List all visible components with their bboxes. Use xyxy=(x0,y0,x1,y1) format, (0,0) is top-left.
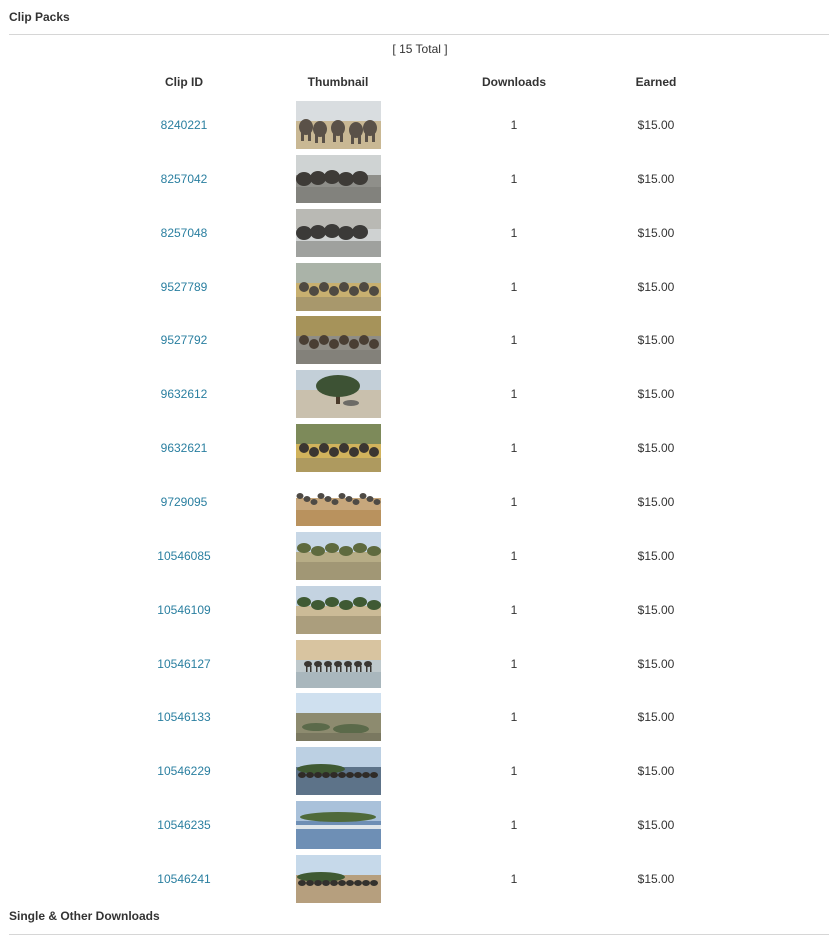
clip-packs-title: Clip Packs xyxy=(9,10,70,24)
table-row xyxy=(0,155,840,203)
earned-value: $15.00 xyxy=(637,818,675,833)
clip-id-cell xyxy=(114,586,254,634)
clip-thumbnail[interactable] xyxy=(296,747,381,795)
clip-id-link[interactable]: 8257048 xyxy=(160,225,208,240)
clip-id-link[interactable]: 10546085 xyxy=(157,548,211,563)
clip-id-link[interactable]: 10546127 xyxy=(157,656,211,671)
clip-id-cell xyxy=(114,693,254,741)
downloads-value: 1 xyxy=(510,656,518,671)
downloads-value: 1 xyxy=(510,441,518,456)
table-row xyxy=(0,263,840,311)
table-row xyxy=(0,209,840,257)
total-count: [ 15 Total ] xyxy=(392,42,448,56)
clip-thumbnail[interactable] xyxy=(296,532,381,580)
downloads-value: 1 xyxy=(510,333,518,348)
downloads-value: 1 xyxy=(510,548,518,563)
clip-id-link[interactable]: 8257042 xyxy=(160,171,208,186)
clip-id-link[interactable]: 10546241 xyxy=(157,871,211,886)
earned-value: $15.00 xyxy=(637,871,675,886)
earned-value: $15.00 xyxy=(637,441,675,456)
clip-thumbnail[interactable] xyxy=(296,424,381,472)
clip-id-cell xyxy=(114,370,254,418)
table-row xyxy=(0,370,840,418)
clip-thumbnail[interactable] xyxy=(296,478,381,526)
earned-value: $15.00 xyxy=(637,387,675,402)
downloads-value: 1 xyxy=(510,602,518,617)
earned-value: $15.00 xyxy=(637,225,675,240)
column-header-thumbnail: Thumbnail xyxy=(307,75,369,89)
clip-id-link[interactable]: 9632612 xyxy=(160,387,208,402)
downloads-value: 1 xyxy=(510,118,518,132)
clip-id-cell xyxy=(114,316,254,364)
clip-thumbnail[interactable] xyxy=(296,693,381,741)
clip-id-cell xyxy=(114,747,254,795)
clip-id-link[interactable]: 10546133 xyxy=(157,710,211,725)
clip-thumbnail[interactable] xyxy=(296,155,381,203)
clip-id-cell xyxy=(114,263,254,311)
clip-id-link[interactable]: 9527789 xyxy=(160,279,208,294)
table-row xyxy=(0,424,840,472)
table-row xyxy=(0,693,840,741)
column-header-downloads: Downloads xyxy=(481,75,546,89)
downloads-value: 1 xyxy=(510,279,518,294)
downloads-value: 1 xyxy=(510,871,518,886)
table-row xyxy=(0,855,840,903)
earned-value: $15.00 xyxy=(637,118,675,132)
clip-id-cell xyxy=(114,478,254,526)
clip-id-link[interactable]: 10546229 xyxy=(157,764,211,779)
earned-value: $15.00 xyxy=(637,171,675,186)
earned-value: $15.00 xyxy=(637,602,675,617)
earned-value: $15.00 xyxy=(637,710,675,725)
table-row xyxy=(0,101,840,149)
clip-id-cell xyxy=(114,532,254,580)
downloads-value: 1 xyxy=(510,225,518,240)
table-row xyxy=(0,532,840,580)
column-header-clip-id: Clip ID xyxy=(165,75,203,89)
table-row xyxy=(0,747,840,795)
clip-thumbnail[interactable] xyxy=(296,801,381,849)
clip-id-link[interactable]: 9729095 xyxy=(160,494,208,509)
section-divider xyxy=(9,934,829,935)
downloads-value: 1 xyxy=(510,764,518,779)
earned-value: $15.00 xyxy=(637,548,675,563)
clip-thumbnail[interactable] xyxy=(296,855,381,903)
clip-id-cell xyxy=(114,855,254,903)
clip-id-cell xyxy=(114,801,254,849)
earned-value: $15.00 xyxy=(637,656,675,671)
clip-id-link[interactable]: 9527792 xyxy=(160,333,208,348)
table-row xyxy=(0,640,840,688)
earned-value: $15.00 xyxy=(637,279,675,294)
downloads-value: 1 xyxy=(510,171,518,186)
clip-id-link[interactable]: 10546109 xyxy=(157,602,211,617)
clip-id-link[interactable]: 10546235 xyxy=(157,818,211,833)
table-row xyxy=(0,316,840,364)
clip-thumbnail[interactable] xyxy=(296,316,381,364)
downloads-value: 1 xyxy=(510,387,518,402)
clip-thumbnail[interactable] xyxy=(296,101,381,149)
column-header-earned: Earned xyxy=(635,75,677,89)
clip-thumbnail[interactable] xyxy=(296,586,381,634)
clip-thumbnail[interactable] xyxy=(296,209,381,257)
clip-id-cell xyxy=(114,101,254,149)
clip-thumbnail[interactable] xyxy=(296,370,381,418)
single-downloads-title: Single & Other Downloads xyxy=(9,909,160,923)
earned-value: $15.00 xyxy=(637,764,675,779)
clip-id-cell xyxy=(114,424,254,472)
clip-id-link[interactable]: 9632621 xyxy=(160,441,208,456)
clip-id-cell xyxy=(114,209,254,257)
clip-thumbnail[interactable] xyxy=(296,263,381,311)
downloads-value: 1 xyxy=(510,494,518,509)
clip-thumbnail[interactable] xyxy=(296,640,381,688)
earned-value: $15.00 xyxy=(637,494,675,509)
clip-id-cell xyxy=(114,640,254,688)
clip-id-link[interactable]: 8240221 xyxy=(160,118,208,132)
clip-id-cell xyxy=(114,155,254,203)
table-row xyxy=(0,478,840,526)
table-row xyxy=(0,586,840,634)
earned-value: $15.00 xyxy=(637,333,675,348)
downloads-value: 1 xyxy=(510,818,518,833)
table-row xyxy=(0,801,840,849)
downloads-value: 1 xyxy=(510,710,518,725)
